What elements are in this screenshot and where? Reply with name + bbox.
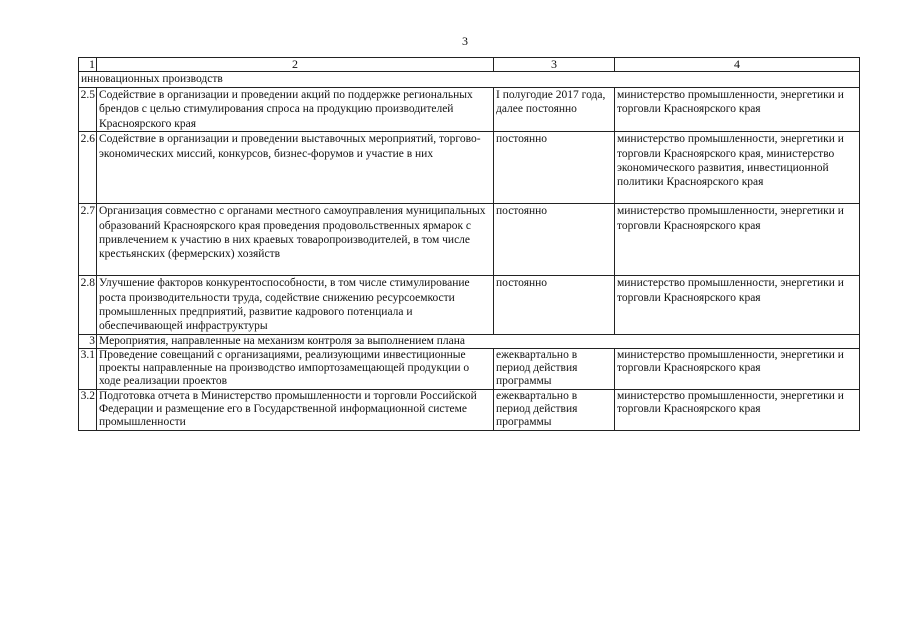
- row-executor: министерство промышленности, энергетики и торговли Красноярского края, министерство экономического развития, инвестиционной политики Красноярского края: [615, 132, 860, 204]
- row-measure: Проведение совещаний с организациями, реализующими инвестиционные проекты направленные на производство импортозамещающей продукции о ходе реализации проектов: [97, 348, 494, 389]
- header-col-1: 1: [79, 58, 97, 72]
- table-row: [79, 88, 860, 132]
- header-col-2: 2: [97, 58, 494, 72]
- row-number: 2.5: [79, 88, 97, 132]
- row-number: 2.7: [79, 204, 97, 276]
- row-number: 2.8: [79, 276, 97, 335]
- continuation-row: [79, 72, 860, 88]
- row-executor: министерство промышленности, энергетики и торговли Красноярского края: [615, 389, 860, 430]
- table-row: [79, 389, 860, 430]
- row-measure: Улучшение факторов конкурентоспособности, в том числе стимулирование роста производительности труда, содействие снижению ресурсоемкости промышленных предприятий, развитие кадрового потенциала и обеспечивающей инфраструктуры: [97, 276, 494, 335]
- row-term: постоянно: [494, 132, 615, 204]
- row-term: ежеквартально в период действия программы: [494, 389, 615, 430]
- table-row: [79, 348, 860, 389]
- header-col-4: 4: [615, 58, 860, 72]
- plan-table: [78, 57, 860, 431]
- row-executor: министерство промышленности, энергетики и торговли Красноярского края: [615, 348, 860, 389]
- row-number: 3.1: [79, 348, 97, 389]
- row-measure: Подготовка отчета в Министерство промышленности и торговли Российской Федерации и размещение его в Государственной информационной системе промышленности: [97, 389, 494, 430]
- row-number: 2.6: [79, 132, 97, 204]
- table-header-row: [79, 58, 860, 72]
- row-term: постоянно: [494, 204, 615, 276]
- row-term: постоянно: [494, 276, 615, 335]
- row-executor: министерство промышленности, энергетики и торговли Красноярского края: [615, 276, 860, 335]
- row-number: 3.2: [79, 389, 97, 430]
- table-row: [79, 132, 860, 204]
- table-row: [79, 276, 860, 335]
- row-term: ежеквартально в период действия программы: [494, 348, 615, 389]
- table-row: [79, 204, 860, 276]
- section-title: Мероприятия, направленные на механизм контроля за выполнением плана: [97, 334, 860, 348]
- row-measure: Содействие в организации и проведении выставочных мероприятий, торгово-экономических миссий, конкурсов, бизнес-форумов и участие в них: [97, 132, 494, 204]
- row-measure: Организация совместно с органами местного самоуправления муниципальных образований Красноярского края проведения продовольственных ярмарок с привлечением к участию в них краевых товаропроизводителей, в том числе крестьянских (фермерских) хозяйств: [97, 204, 494, 276]
- row-measure: Содействие в организации и проведении акций по поддержке региональных брендов с целью стимулирования спроса на продукцию производителей Красноярского края: [97, 88, 494, 132]
- row-executor: министерство промышленности, энергетики и торговли Красноярского края: [615, 88, 860, 132]
- header-col-3: 3: [494, 58, 615, 72]
- row-executor: министерство промышленности, энергетики и торговли Красноярского края: [615, 204, 860, 276]
- continuation-text: инновационных производств: [79, 72, 860, 88]
- section-number: 3: [79, 334, 97, 348]
- page-number: 3: [462, 34, 468, 48]
- section-row: [79, 334, 860, 348]
- row-term: I полугодие 2017 года, далее постоянно: [494, 88, 615, 132]
